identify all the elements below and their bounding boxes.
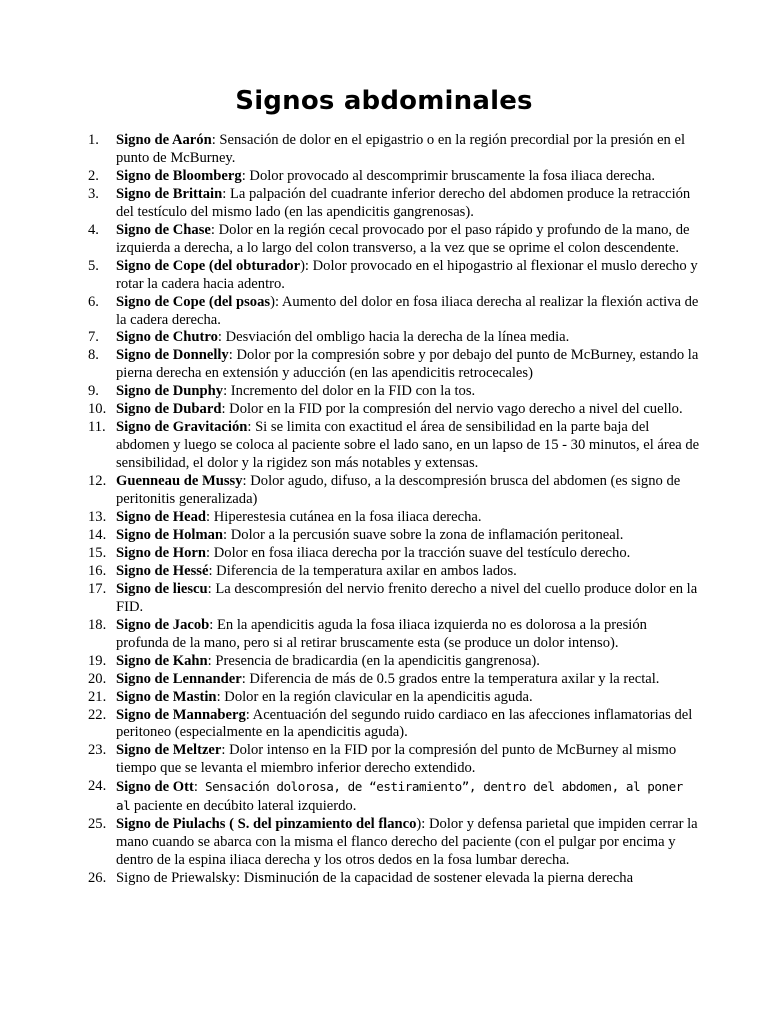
item-number: 15. xyxy=(88,544,107,561)
item-description: La palpación del cuadrante inferior derecho del abdomen produce la retracción del testículo del mismo lado (en las apendicitis gangrenosas). xyxy=(116,185,691,220)
item-description: En la apendicitis aguda la fosa iliaca izquierda no es dolorosa a la presión profunda de la mano, pero si al retirar bruscamente esta (se produce un dolor intenso). xyxy=(116,616,647,651)
item-number: 7. xyxy=(88,329,99,346)
item-description: Hiperestesia cutánea en la fosa iliaca derecha. xyxy=(210,509,482,526)
list-item xyxy=(88,870,700,888)
item-number: 18. xyxy=(88,616,107,633)
item-separator: : xyxy=(210,221,215,238)
item-description: Signo de Priewalsky: Disminución de la capacidad de sostener elevada la pierna derecha xyxy=(116,870,634,887)
item-separator: : xyxy=(223,526,228,543)
item-description: Presencia de bradicardia (en la apendicitis gangrenosa). xyxy=(211,652,540,669)
item-description: Diferencia de la temperatura axilar en ambos lados. xyxy=(212,562,517,579)
item-number: 1. xyxy=(88,132,99,148)
sign-name: Signo de Cope (del obturador xyxy=(116,257,301,274)
item-separator: : xyxy=(222,185,227,202)
item-description: paciente en decúbito lateral izquierdo. xyxy=(130,798,357,815)
list-item xyxy=(88,742,700,778)
item-number: 6. xyxy=(88,293,99,310)
item-description: La descompresión del nervio frenito derecho a nivel del cuello produce dolor en la FID. xyxy=(116,580,698,615)
item-number: 20. xyxy=(88,670,107,687)
sign-name: Signo de Head xyxy=(116,509,207,526)
sign-name: Signo de Mastin xyxy=(116,688,217,705)
sign-name: Signo de Meltzer xyxy=(116,742,222,759)
list-item xyxy=(88,509,700,527)
sign-name: Signo de Lennander xyxy=(116,670,242,687)
item-number: 8. xyxy=(88,347,99,364)
item-description: Si se limita con exactitud el área de sensibilidad en la parte baja del abdomen y luego se coloca al paciente sobre el lado sano, en un lapso de 15 - 30 minutos, el área de sensibilidad, el dolor y la rigidez son más notables y extensas. xyxy=(116,419,700,472)
sign-name: Signo de Donnelly xyxy=(116,347,229,364)
sign-name: Signo de Cope (del psoas xyxy=(116,293,271,310)
sign-name: Signo de Kahn xyxy=(116,652,208,669)
sign-name: Signo de Gravitación xyxy=(116,419,248,436)
item-number: 21. xyxy=(88,688,107,705)
sign-name: Signo de Mannaberg xyxy=(116,706,246,723)
item-separator: : xyxy=(241,670,246,687)
item-number: 25. xyxy=(88,816,107,833)
item-description: Dolor intenso en la FID por la compresión del punto de McBurney al mismo tiempo que se levanta el miembro inferior derecho extendido. xyxy=(116,742,677,777)
item-number: 24. xyxy=(88,778,107,795)
list-item xyxy=(88,527,700,545)
sign-name: Signo de Chutro xyxy=(116,329,218,346)
item-description: Desviación del ombligo hacia la derecha de la línea media. xyxy=(221,329,570,346)
list-item xyxy=(88,401,700,419)
list-item xyxy=(88,258,700,294)
list-item xyxy=(88,563,700,581)
sign-name: Signo de Aarón xyxy=(116,132,212,148)
item-separator: ): xyxy=(270,293,279,310)
sign-name: Signo de Jacob xyxy=(116,616,210,633)
item-description: Diferencia de más de 0.5 grados entre la temperatura axilar y la rectal. xyxy=(245,670,660,687)
sign-name: Signo de liescu xyxy=(116,580,208,597)
item-separator: : xyxy=(209,616,214,633)
list-item xyxy=(88,473,700,509)
item-number: 14. xyxy=(88,526,107,543)
item-description: Sensación de dolor en el epigastrio o en la región precordial por la presión en el punto de McBurney. xyxy=(116,132,686,166)
list-item xyxy=(88,419,700,473)
sign-name: Signo de Hessé xyxy=(116,562,209,579)
item-number: 17. xyxy=(88,580,107,597)
sign-name: Signo de Dunphy xyxy=(116,383,224,400)
list-item xyxy=(88,545,700,563)
item-number: 5. xyxy=(88,257,99,274)
item-separator: : xyxy=(245,706,250,723)
sign-name: Signo de Holman xyxy=(116,526,224,543)
item-separator: ): xyxy=(300,257,309,274)
item-number: 12. xyxy=(88,473,107,490)
signs-list xyxy=(88,132,700,888)
item-separator: ): xyxy=(416,816,426,833)
item-description-mono: Sensación dolorosa, de “estiramiento”, dentro del abdomen, al poner al xyxy=(116,779,683,814)
item-number: 11. xyxy=(88,419,106,436)
item-number: 26. xyxy=(88,870,107,887)
item-separator: : xyxy=(223,383,228,400)
item-description: Incremento del dolor en la FID con la tos. xyxy=(227,383,476,400)
sign-name: Signo de Dubard xyxy=(116,401,222,418)
list-item xyxy=(88,132,700,168)
item-description: Dolor y defensa parietal que impiden cerrar la mano cuando se abarca con la misma el flanco derecho del paciente (con el pulgar por encima y dentro de la espina iliaca derecha y los otros dedos en la fosa lumbar derecha. xyxy=(116,816,698,869)
item-description: Dolor provocado al descomprimir bruscamente la fosa iliaca derecha. xyxy=(245,167,656,184)
item-number: 23. xyxy=(88,742,107,759)
item-description: Dolor por la compresión sobre y por debajo del punto de McBurney, estando la pierna derecha en extensión y aducción (en las apendicitis retrocecales) xyxy=(116,347,699,382)
sign-name: Signo de Bloomberg xyxy=(116,167,242,184)
list-item xyxy=(88,347,700,383)
list-item xyxy=(88,222,700,258)
item-separator: : xyxy=(217,329,222,346)
item-separator: : xyxy=(208,562,213,579)
item-number: 2. xyxy=(88,167,99,184)
item-separator: : xyxy=(247,419,252,436)
sign-name: Signo de Piulachs ( S. del pinzamiento del flanco xyxy=(116,816,417,833)
list-item xyxy=(88,186,700,222)
sign-name: Signo de Chase xyxy=(116,221,211,238)
item-number: 19. xyxy=(88,652,107,669)
item-separator: : xyxy=(206,544,211,561)
item-separator: : xyxy=(207,580,212,597)
item-description: Dolor provocado en el hipogastrio al flexionar el muslo derecho y rotar la cadera hacia adentro. xyxy=(116,257,698,292)
list-item xyxy=(88,707,700,743)
item-separator: : xyxy=(216,688,221,705)
item-separator: : xyxy=(221,742,226,759)
item-description: Acentuación del segundo ruido cardiaco en las afecciones inflamatorias del peritoneo (especialmente en la apendicitis aguda). xyxy=(116,706,693,741)
list-item xyxy=(88,383,700,401)
list-item xyxy=(88,689,700,707)
item-separator: : xyxy=(241,167,246,184)
item-number: 10. xyxy=(88,401,107,418)
item-description: Aumento del dolor en fosa iliaca derecha al realizar la flexión activa de la cadera derecha. xyxy=(116,293,699,328)
sign-name: Signo de Horn xyxy=(116,544,207,561)
item-description: Dolor en la FID por la compresión del nervio vago derecho a nivel del cuello. xyxy=(225,401,683,418)
item-separator: : xyxy=(193,779,198,796)
item-number: 3. xyxy=(88,185,99,202)
item-number: 22. xyxy=(88,706,107,723)
sign-name: Guenneau de Mussy xyxy=(116,473,243,490)
list-item xyxy=(88,816,700,870)
item-separator: : xyxy=(211,132,216,148)
item-number: 4. xyxy=(88,221,99,238)
list-item xyxy=(88,671,700,689)
document-title: Signos abdominales xyxy=(235,86,533,116)
list-item xyxy=(88,168,700,186)
sign-name: Signo de Brittain xyxy=(116,185,223,202)
item-description: Dolor a la percusión suave sobre la zona de inflamación peritoneal. xyxy=(227,526,624,543)
list-item xyxy=(88,653,700,671)
sign-name: Signo de Ott xyxy=(116,779,194,796)
item-separator: : xyxy=(206,509,211,526)
item-description: Dolor en la región cecal provocado por el paso rápido y profundo de la mano, de izquierda a derecha, a lo largo del colon transverso, a la vez que se oprime el colon descendente. xyxy=(116,221,690,256)
list-item xyxy=(88,581,700,617)
item-description: Dolor en fosa iliaca derecha por la tracción suave del testículo derecho. xyxy=(210,544,631,561)
list-item xyxy=(88,778,700,816)
item-number: 16. xyxy=(88,562,107,579)
item-separator: : xyxy=(207,652,212,669)
item-separator: : xyxy=(221,401,226,418)
item-number: 9. xyxy=(88,383,99,400)
item-separator: : xyxy=(228,347,233,364)
item-number: 13. xyxy=(88,509,107,526)
item-separator: : xyxy=(242,473,247,490)
item-description: Dolor agudo, difuso, a la descompresión brusca del abdomen (es signo de peritonitis generalizada) xyxy=(116,473,681,508)
list-item xyxy=(88,294,700,330)
list-item xyxy=(88,329,700,347)
list-item xyxy=(88,617,700,653)
item-description: Dolor en la región clavicular en la apendicitis aguda. xyxy=(220,688,533,705)
